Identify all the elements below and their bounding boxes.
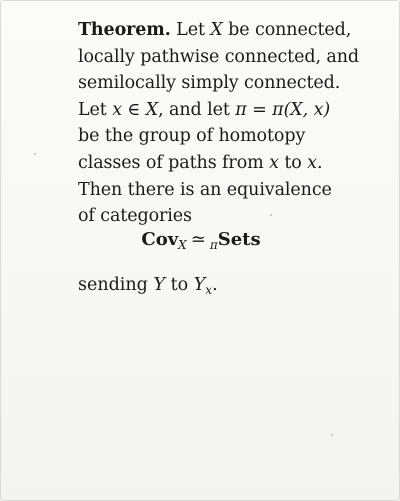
theorem-line-1: Theorem. Let X be connected,	[78, 20, 352, 40]
category-cov: Cov	[141, 229, 179, 250]
theorem-line-7: Then there is an equivalence	[78, 179, 332, 200]
math-var-x: x	[112, 99, 122, 120]
paper-speck	[270, 214, 272, 216]
paper-speck	[331, 434, 333, 436]
theorem-line-8: of categories	[78, 206, 192, 227]
category-sets: Sets	[217, 229, 261, 250]
display-equation	[1, 227, 400, 254]
y-subscript: x	[205, 283, 213, 297]
math-var-x: x	[269, 152, 279, 173]
math-var-x: x	[307, 152, 317, 173]
theorem-line-2: locally pathwise connected, and	[78, 46, 359, 67]
theorem-line-4: Let x ∈ X, and let π = π(X, x)	[78, 99, 331, 120]
theorem-line-3: semilocally simply connected.	[78, 73, 341, 94]
math-var-Y: Y	[153, 275, 166, 295]
cov-subscript: X	[178, 238, 187, 252]
math-var-X: X	[145, 99, 159, 120]
theorem-heading: Theorem.	[78, 20, 171, 40]
math-args: (X, x)	[283, 99, 331, 120]
paper-speck	[34, 153, 36, 155]
theorem-line-5: be the group of homotopy	[78, 126, 306, 147]
sets-subscript: π	[209, 238, 218, 252]
math-var-Y: Y	[193, 275, 206, 295]
theorem-line-6: classes of paths from x to x.	[78, 152, 323, 173]
math-var-pi: π	[272, 99, 284, 120]
closing-sentence: sending Y to $Y_x$.	[78, 275, 218, 297]
math-var-X: X	[210, 20, 223, 40]
theorem-statement	[78, 17, 378, 230]
equivalence-symbol: ≃	[190, 229, 206, 250]
math-var-pi: π	[235, 99, 247, 120]
